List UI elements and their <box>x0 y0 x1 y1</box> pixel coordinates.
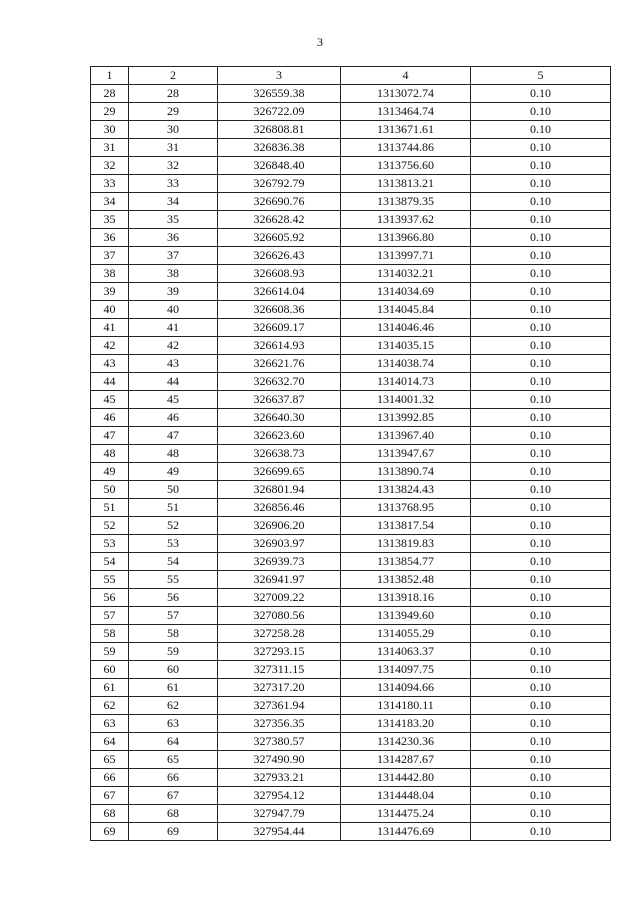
table-cell: 0.10 <box>471 265 611 283</box>
table-cell: 44 <box>129 373 218 391</box>
table-cell: 48 <box>91 445 129 463</box>
table-cell: 327361.94 <box>218 697 341 715</box>
table-body <box>91 85 611 841</box>
table-row <box>91 607 611 625</box>
table-cell: 38 <box>91 265 129 283</box>
table-row <box>91 625 611 643</box>
table-cell: 326614.04 <box>218 283 341 301</box>
table-cell: 39 <box>91 283 129 301</box>
table-cell: 0.10 <box>471 193 611 211</box>
table-cell: 0.10 <box>471 769 611 787</box>
table-cell: 326621.76 <box>218 355 341 373</box>
table-cell: 67 <box>91 787 129 805</box>
table-cell: 326941.97 <box>218 571 341 589</box>
table-cell: 65 <box>91 751 129 769</box>
table-row <box>91 463 611 481</box>
table-cell: 0.10 <box>471 229 611 247</box>
table-cell: 326640.30 <box>218 409 341 427</box>
table-cell: 0.10 <box>471 607 611 625</box>
table-cell: 326939.73 <box>218 553 341 571</box>
table-cell: 35 <box>129 211 218 229</box>
table-cell: 0.10 <box>471 661 611 679</box>
table-cell: 1314180.11 <box>341 697 471 715</box>
table-cell: 59 <box>91 643 129 661</box>
table-cell: 43 <box>129 355 218 373</box>
table-row <box>91 697 611 715</box>
table-cell: 50 <box>129 481 218 499</box>
table-cell: 1313949.60 <box>341 607 471 625</box>
table-cell: 1313744.86 <box>341 139 471 157</box>
table-cell: 326906.20 <box>218 517 341 535</box>
table-row <box>91 193 611 211</box>
table-cell: 53 <box>91 535 129 553</box>
table-row <box>91 769 611 787</box>
table-cell: 1314001.32 <box>341 391 471 409</box>
table-cell: 1314063.37 <box>341 643 471 661</box>
table-row <box>91 571 611 589</box>
table-cell: 327293.15 <box>218 643 341 661</box>
table-cell: 47 <box>129 427 218 445</box>
table-row <box>91 499 611 517</box>
table-cell: 63 <box>129 715 218 733</box>
table-cell: 327933.21 <box>218 769 341 787</box>
table-cell: 1313852.48 <box>341 571 471 589</box>
table-cell: 69 <box>129 823 218 841</box>
table-cell: 326848.40 <box>218 157 341 175</box>
table-cell: 0.10 <box>471 319 611 337</box>
table-row <box>91 355 611 373</box>
table-row <box>91 481 611 499</box>
column-header: 3 <box>218 67 341 85</box>
table-cell: 37 <box>129 247 218 265</box>
table-cell: 1313918.16 <box>341 589 471 607</box>
table-cell: 45 <box>129 391 218 409</box>
table-cell: 0.10 <box>471 553 611 571</box>
table-cell: 327954.44 <box>218 823 341 841</box>
table-cell: 0.10 <box>471 139 611 157</box>
table-cell: 67 <box>129 787 218 805</box>
table-cell: 327954.12 <box>218 787 341 805</box>
table-cell: 66 <box>91 769 129 787</box>
table-cell: 34 <box>129 193 218 211</box>
table-cell: 49 <box>129 463 218 481</box>
table-cell: 0.10 <box>471 589 611 607</box>
table-cell: 64 <box>91 733 129 751</box>
table-cell: 55 <box>129 571 218 589</box>
table-cell: 0.10 <box>471 301 611 319</box>
table-cell: 62 <box>91 697 129 715</box>
table-cell: 326903.97 <box>218 535 341 553</box>
table-cell: 326609.17 <box>218 319 341 337</box>
table-cell: 58 <box>129 625 218 643</box>
table-cell: 326628.42 <box>218 211 341 229</box>
table-cell: 54 <box>129 553 218 571</box>
table-cell: 0.10 <box>471 823 611 841</box>
table-cell: 0.10 <box>471 283 611 301</box>
table-cell: 60 <box>91 661 129 679</box>
table-row <box>91 823 611 841</box>
table-header-row <box>91 67 611 85</box>
table-cell: 35 <box>91 211 129 229</box>
table-cell: 1313072.74 <box>341 85 471 103</box>
table-row <box>91 229 611 247</box>
table-cell: 1313464.74 <box>341 103 471 121</box>
table-row <box>91 535 611 553</box>
table-cell: 54 <box>91 553 129 571</box>
table-cell: 1314055.29 <box>341 625 471 643</box>
table-cell: 64 <box>129 733 218 751</box>
table-cell: 56 <box>91 589 129 607</box>
table-cell: 30 <box>91 121 129 139</box>
table-cell: 55 <box>91 571 129 589</box>
table-row <box>91 175 611 193</box>
table-cell: 0.10 <box>471 211 611 229</box>
table-cell: 326836.38 <box>218 139 341 157</box>
table-cell: 45 <box>91 391 129 409</box>
table-row <box>91 157 611 175</box>
table-cell: 29 <box>91 103 129 121</box>
table-row <box>91 121 611 139</box>
table-cell: 327490.90 <box>218 751 341 769</box>
table-cell: 327356.35 <box>218 715 341 733</box>
table-cell: 0.10 <box>471 751 611 769</box>
table-row <box>91 661 611 679</box>
table-cell: 33 <box>91 175 129 193</box>
table-cell: 47 <box>91 427 129 445</box>
table-cell: 0.10 <box>471 373 611 391</box>
table-cell: 326605.92 <box>218 229 341 247</box>
table-cell: 1314442.80 <box>341 769 471 787</box>
table-cell: 0.10 <box>471 679 611 697</box>
table-cell: 326856.46 <box>218 499 341 517</box>
table-cell: 327947.79 <box>218 805 341 823</box>
table-cell: 0.10 <box>471 463 611 481</box>
table-cell: 1313854.77 <box>341 553 471 571</box>
coordinates-table-container <box>90 66 610 841</box>
table-cell: 326808.81 <box>218 121 341 139</box>
table-cell: 1313937.62 <box>341 211 471 229</box>
table-cell: 1314014.73 <box>341 373 471 391</box>
table-cell: 1313966.80 <box>341 229 471 247</box>
table-cell: 326792.79 <box>218 175 341 193</box>
table-cell: 51 <box>91 499 129 517</box>
table-cell: 327317.20 <box>218 679 341 697</box>
page-number: 3 <box>317 35 323 49</box>
table-cell: 1314032.21 <box>341 265 471 283</box>
table-cell: 326623.60 <box>218 427 341 445</box>
table-cell: 0.10 <box>471 355 611 373</box>
table-row <box>91 787 611 805</box>
column-header: 5 <box>471 67 611 85</box>
table-cell: 327380.57 <box>218 733 341 751</box>
table-cell: 0.10 <box>471 571 611 589</box>
table-cell: 0.10 <box>471 499 611 517</box>
column-header: 4 <box>341 67 471 85</box>
table-cell: 1313967.40 <box>341 427 471 445</box>
table-cell: 29 <box>129 103 218 121</box>
table-cell: 1313756.60 <box>341 157 471 175</box>
table-cell: 28 <box>91 85 129 103</box>
table-cell: 32 <box>129 157 218 175</box>
table-row <box>91 805 611 823</box>
table-cell: 60 <box>129 661 218 679</box>
table-cell: 48 <box>129 445 218 463</box>
table-row <box>91 733 611 751</box>
table-cell: 51 <box>129 499 218 517</box>
table-cell: 1313824.43 <box>341 481 471 499</box>
table-cell: 31 <box>129 139 218 157</box>
table-cell: 0.10 <box>471 643 611 661</box>
table-cell: 1313819.83 <box>341 535 471 553</box>
table-cell: 1314035.15 <box>341 337 471 355</box>
table-cell: 0.10 <box>471 121 611 139</box>
table-row <box>91 409 611 427</box>
table-cell: 39 <box>129 283 218 301</box>
table-cell: 1313671.61 <box>341 121 471 139</box>
table-cell: 0.10 <box>471 103 611 121</box>
table-cell: 326699.65 <box>218 463 341 481</box>
table-row <box>91 553 611 571</box>
table-cell: 41 <box>129 319 218 337</box>
table-cell: 34 <box>91 193 129 211</box>
table-cell: 1314046.46 <box>341 319 471 337</box>
table-cell: 0.10 <box>471 445 611 463</box>
table-cell: 63 <box>91 715 129 733</box>
table-cell: 1313992.85 <box>341 409 471 427</box>
table-cell: 326608.36 <box>218 301 341 319</box>
coordinates-table <box>90 66 611 841</box>
table-cell: 31 <box>91 139 129 157</box>
table-cell: 327009.22 <box>218 589 341 607</box>
table-cell: 66 <box>129 769 218 787</box>
table-cell: 37 <box>91 247 129 265</box>
table-cell: 0.10 <box>471 535 611 553</box>
table-row <box>91 337 611 355</box>
table-cell: 326690.76 <box>218 193 341 211</box>
table-cell: 61 <box>129 679 218 697</box>
table-cell: 0.10 <box>471 337 611 355</box>
table-cell: 1313768.95 <box>341 499 471 517</box>
table-cell: 68 <box>91 805 129 823</box>
table-cell: 0.10 <box>471 715 611 733</box>
table-row <box>91 445 611 463</box>
table-cell: 50 <box>91 481 129 499</box>
table-row <box>91 427 611 445</box>
table-row <box>91 139 611 157</box>
table-row <box>91 85 611 103</box>
table-cell: 1313879.35 <box>341 193 471 211</box>
table-cell: 1314475.24 <box>341 805 471 823</box>
table-row <box>91 265 611 283</box>
table-cell: 56 <box>129 589 218 607</box>
table-cell: 52 <box>129 517 218 535</box>
table-cell: 1313813.21 <box>341 175 471 193</box>
table-cell: 46 <box>91 409 129 427</box>
table-cell: 0.10 <box>471 427 611 445</box>
table-cell: 0.10 <box>471 247 611 265</box>
table-cell: 1313947.67 <box>341 445 471 463</box>
table-cell: 59 <box>129 643 218 661</box>
table-cell: 1314287.67 <box>341 751 471 769</box>
table-cell: 326559.38 <box>218 85 341 103</box>
table-cell: 65 <box>129 751 218 769</box>
table-cell: 1314094.66 <box>341 679 471 697</box>
table-cell: 0.10 <box>471 625 611 643</box>
table-cell: 36 <box>91 229 129 247</box>
table-row <box>91 103 611 121</box>
table-cell: 0.10 <box>471 805 611 823</box>
table-row <box>91 517 611 535</box>
table-cell: 41 <box>91 319 129 337</box>
table-row <box>91 679 611 697</box>
table-cell: 57 <box>129 607 218 625</box>
table-cell: 1314097.75 <box>341 661 471 679</box>
table-row <box>91 589 611 607</box>
table-row <box>91 319 611 337</box>
table-cell: 0.10 <box>471 517 611 535</box>
table-row <box>91 643 611 661</box>
table-cell: 53 <box>129 535 218 553</box>
table-cell: 57 <box>91 607 129 625</box>
table-cell: 58 <box>91 625 129 643</box>
table-cell: 32 <box>91 157 129 175</box>
table-cell: 1314476.69 <box>341 823 471 841</box>
table-cell: 1313817.54 <box>341 517 471 535</box>
table-cell: 69 <box>91 823 129 841</box>
table-cell: 40 <box>129 301 218 319</box>
table-cell: 1314230.36 <box>341 733 471 751</box>
table-row <box>91 211 611 229</box>
table-cell: 0.10 <box>471 157 611 175</box>
table-cell: 326608.93 <box>218 265 341 283</box>
table-cell: 326614.93 <box>218 337 341 355</box>
table-cell: 326638.73 <box>218 445 341 463</box>
column-header: 1 <box>91 67 129 85</box>
table-cell: 49 <box>91 463 129 481</box>
table-cell: 68 <box>129 805 218 823</box>
table-cell: 326632.70 <box>218 373 341 391</box>
table-row <box>91 301 611 319</box>
table-cell: 0.10 <box>471 481 611 499</box>
table-row <box>91 283 611 301</box>
column-header: 2 <box>129 67 218 85</box>
table-cell: 42 <box>91 337 129 355</box>
table-cell: 1314045.84 <box>341 301 471 319</box>
table-cell: 46 <box>129 409 218 427</box>
table-cell: 0.10 <box>471 175 611 193</box>
table-cell: 0.10 <box>471 409 611 427</box>
table-row <box>91 391 611 409</box>
table-cell: 1314034.69 <box>341 283 471 301</box>
table-cell: 327258.28 <box>218 625 341 643</box>
table-cell: 44 <box>91 373 129 391</box>
table-cell: 36 <box>129 229 218 247</box>
table-cell: 327311.15 <box>218 661 341 679</box>
table-cell: 28 <box>129 85 218 103</box>
table-cell: 326637.87 <box>218 391 341 409</box>
table-cell: 1314038.74 <box>341 355 471 373</box>
table-cell: 62 <box>129 697 218 715</box>
table-cell: 33 <box>129 175 218 193</box>
table-cell: 0.10 <box>471 85 611 103</box>
table-cell: 43 <box>91 355 129 373</box>
table-cell: 326722.09 <box>218 103 341 121</box>
table-cell: 38 <box>129 265 218 283</box>
table-cell: 0.10 <box>471 733 611 751</box>
table-cell: 42 <box>129 337 218 355</box>
table-row <box>91 247 611 265</box>
table-cell: 0.10 <box>471 391 611 409</box>
table-row <box>91 715 611 733</box>
table-cell: 52 <box>91 517 129 535</box>
table-cell: 1314448.04 <box>341 787 471 805</box>
table-cell: 61 <box>91 679 129 697</box>
table-cell: 0.10 <box>471 697 611 715</box>
table-cell: 326801.94 <box>218 481 341 499</box>
table-cell: 1314183.20 <box>341 715 471 733</box>
table-cell: 327080.56 <box>218 607 341 625</box>
table-cell: 30 <box>129 121 218 139</box>
table-row <box>91 373 611 391</box>
table-cell: 1313997.71 <box>341 247 471 265</box>
table-cell: 40 <box>91 301 129 319</box>
table-cell: 0.10 <box>471 787 611 805</box>
table-cell: 1313890.74 <box>341 463 471 481</box>
table-row <box>91 751 611 769</box>
table-cell: 326626.43 <box>218 247 341 265</box>
